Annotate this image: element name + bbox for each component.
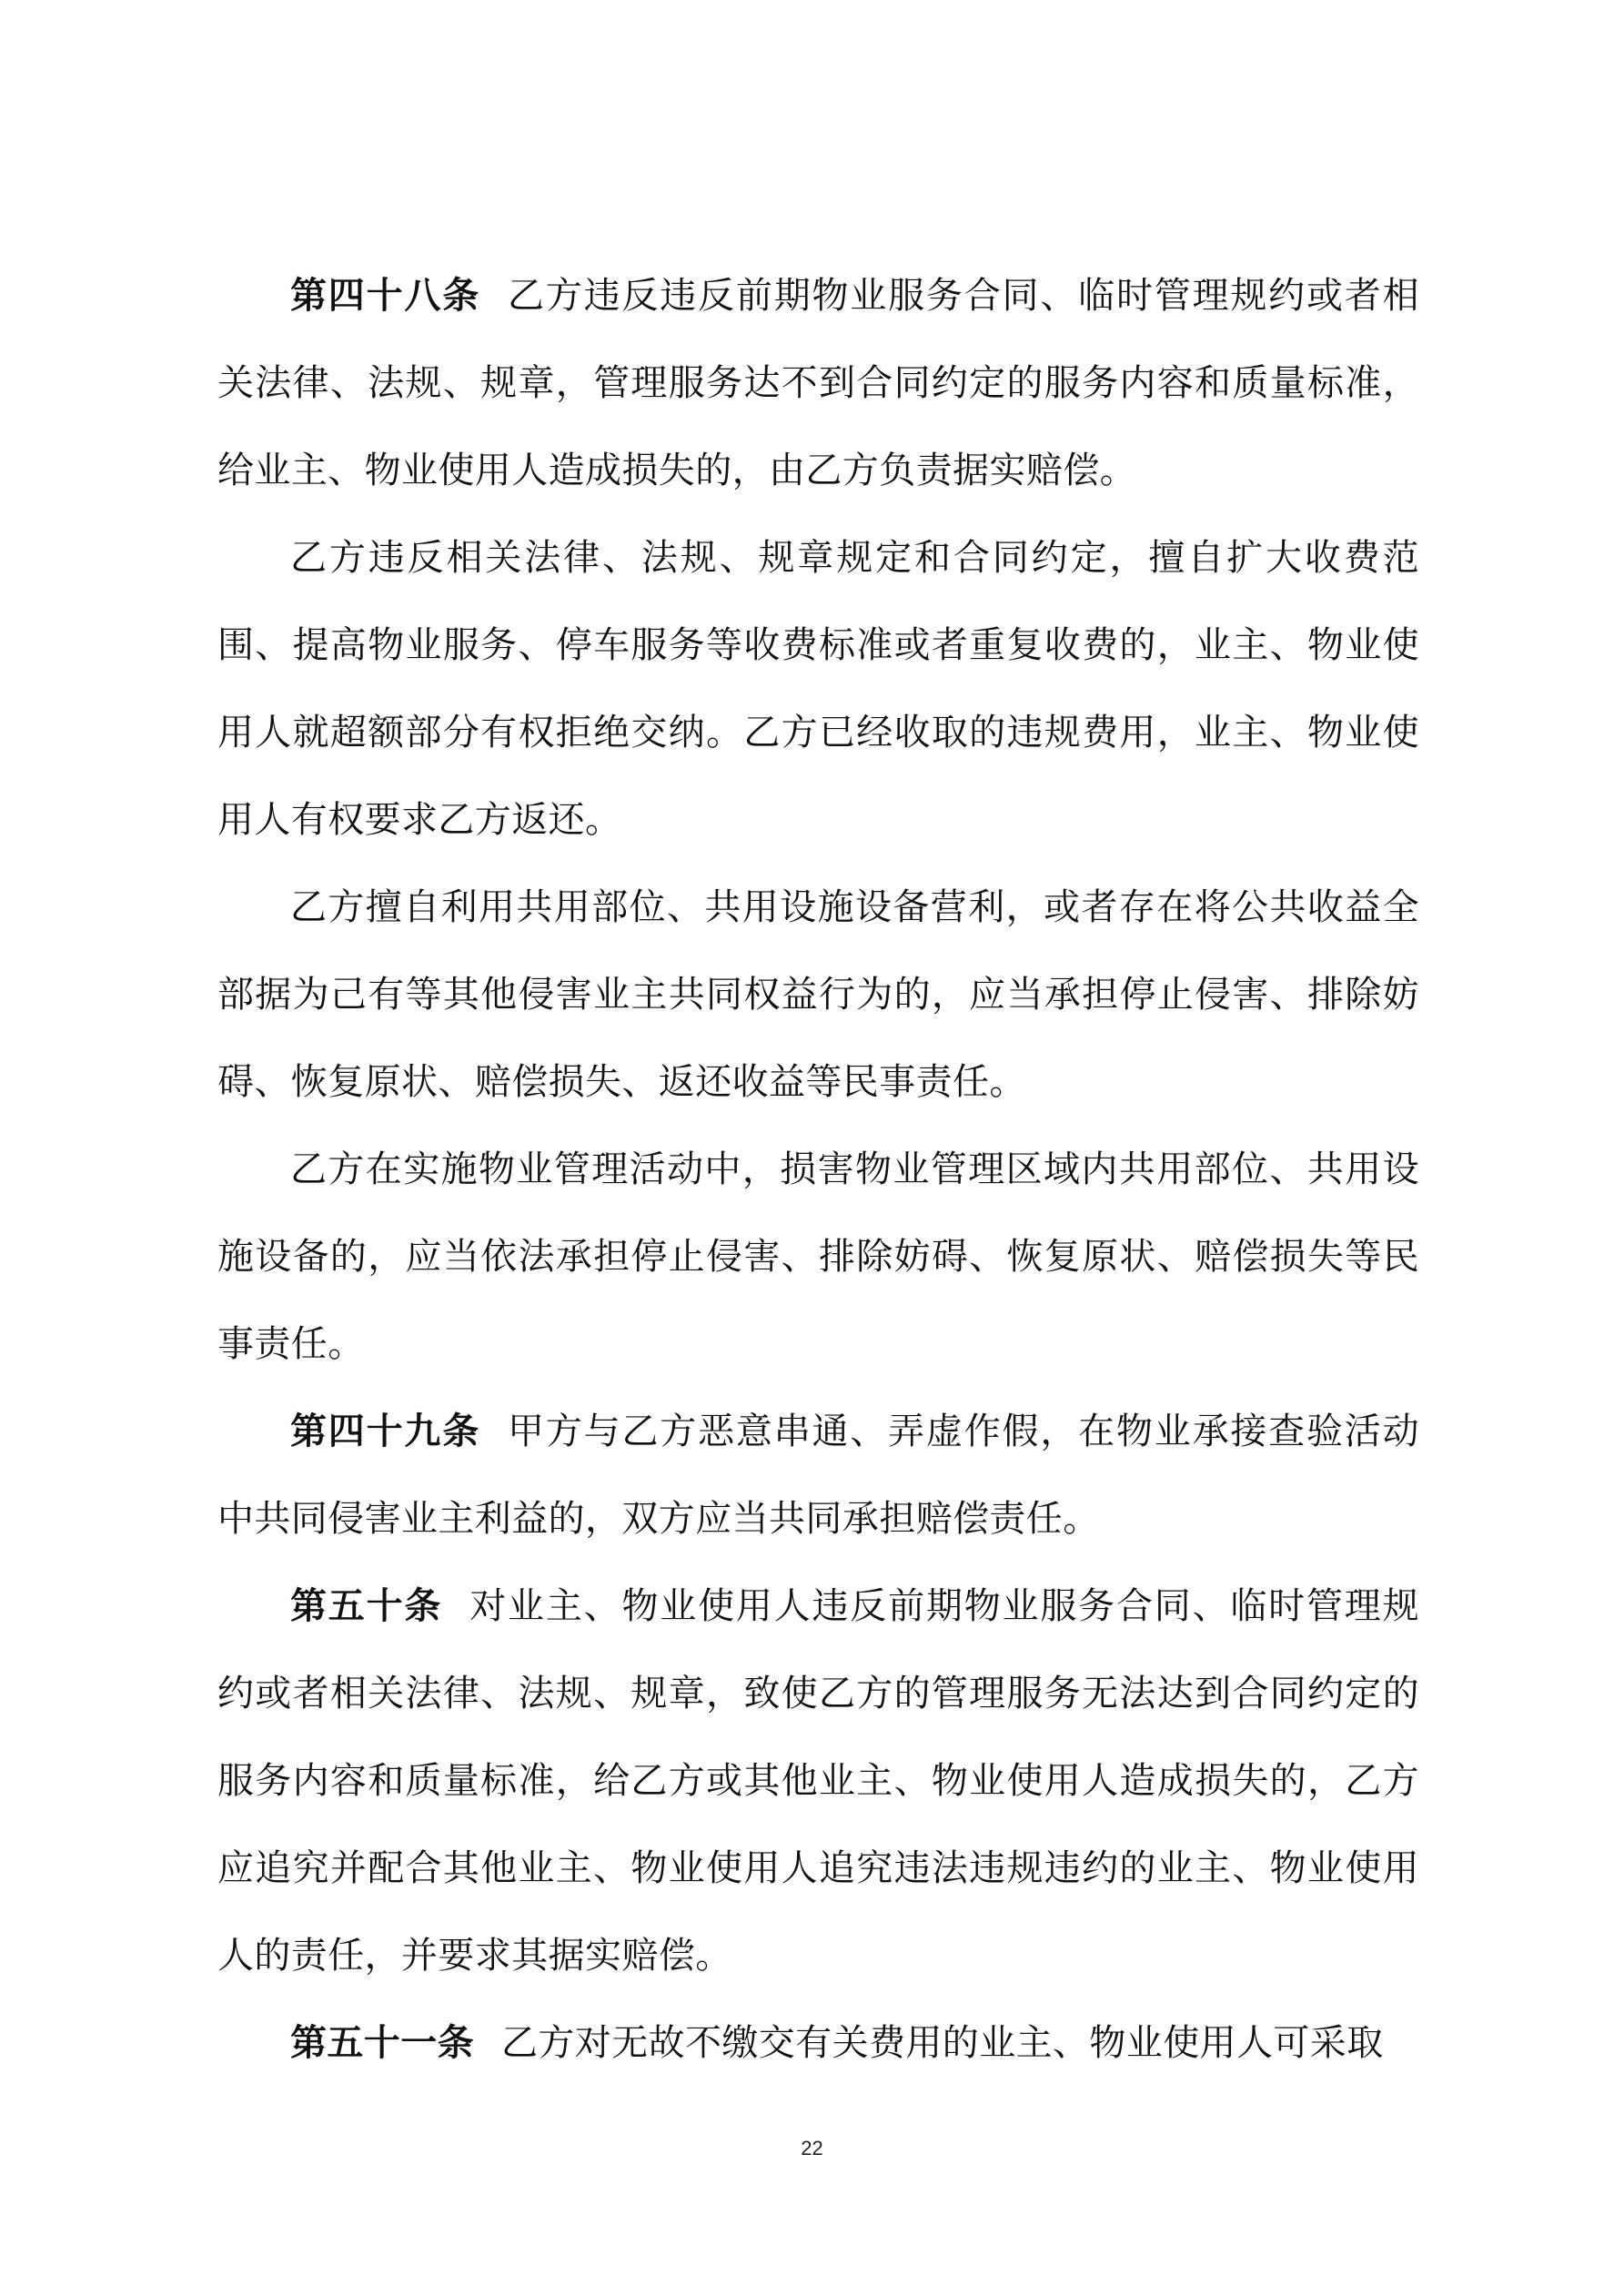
paragraph — [217, 1126, 1419, 1388]
article-label: 第五十一条 — [290, 2022, 474, 2064]
paragraph-article-50 — [217, 1563, 1419, 1999]
paragraph — [217, 514, 1419, 864]
page-body — [217, 252, 1419, 2087]
paragraph — [217, 864, 1419, 1126]
paragraph-article-51 — [217, 1999, 1419, 2087]
article-label: 第四十八条 — [290, 275, 481, 317]
paragraph-text: 乙方违反相关法律、法规、规章规定和合同约定，擅自扩大收费范围、提高物业服务、停车服务等收费标准或者重复收费的，业主、物业使用人就超额部分有权拒绝交纳。乙方已经收取的违规费用，业主、物业使用人有权要求乙方返还。 — [217, 537, 1419, 841]
paragraph-text: 甲方与乙方恶意串通、弄虚作假，在物业承接查验活动中共同侵害业主利益的，双方应当共同承担赔偿责任。 — [217, 1411, 1420, 1540]
page-number: 22 — [801, 2137, 823, 2159]
paragraph-text: 乙方对无故不缴交有关费用的业主、物业使用人可采取 — [501, 2022, 1384, 2064]
paragraph-text: 乙方在实施物业管理活动中，损害物业管理区域内共用部位、共用设施设备的，应当依法承担停止侵害、排除妨碍、恢复原状、赔偿损失等民事责任。 — [217, 1148, 1419, 1365]
paragraph-article-48 — [217, 252, 1419, 514]
paragraph-text: 对业主、物业使用人违反前期物业服务合同、临时管理规约或者相关法律、法规、规章，致使乙方的管理服务无法达到合同约定的服务内容和质量标准，给乙方或其他业主、物业使用人造成损失的，乙方应追究并配合其他业主、物业使用人追究违法违规违约的业主、物业使用人的责任，并要求其据实赔偿。 — [217, 1585, 1419, 1977]
paragraph-text: 乙方擅自利用共用部位、共用设施设备营利，或者存在将公共收益全部据为己有等其他侵害业主共同权益行为的，应当承担停止侵害、排除妨碍、恢复原状、赔偿损失、返还收益等民事责任。 — [217, 886, 1419, 1103]
paragraph-text: 乙方违反违反前期物业服务合同、临时管理规约或者相关法律、法规、规章，管理服务达不到合同约定的服务内容和质量标准，给业主、物业使用人造成损失的，由乙方负责据实赔偿。 — [217, 275, 1420, 491]
article-label: 第五十条 — [290, 1585, 443, 1627]
article-label: 第四十九条 — [290, 1411, 481, 1452]
paragraph-article-49 — [217, 1388, 1419, 1563]
